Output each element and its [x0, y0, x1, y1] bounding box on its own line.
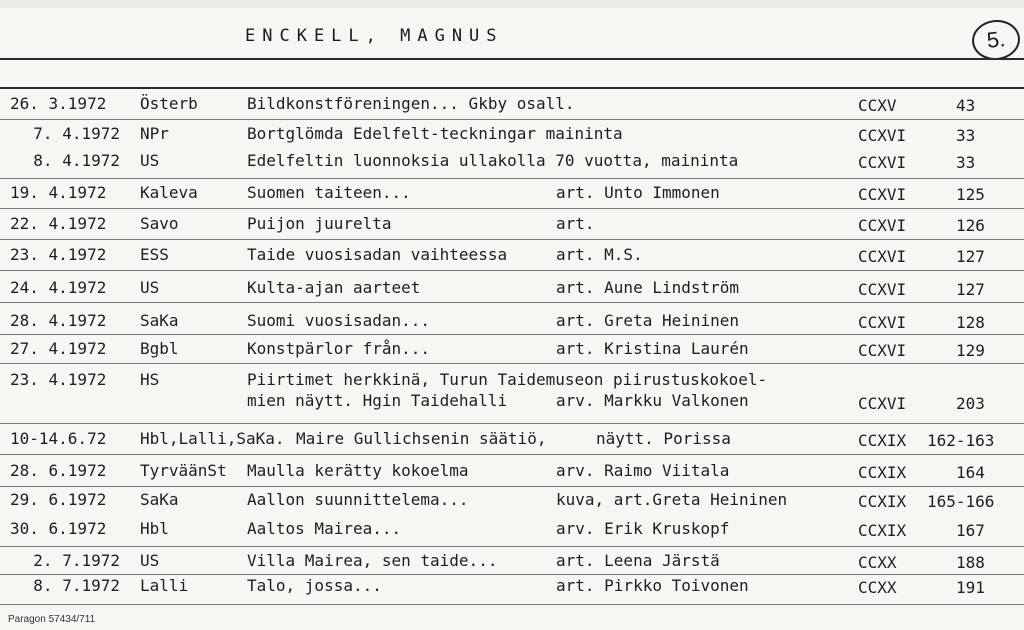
row-title-continuation: mien näytt. Hgin Taidehalli [247, 391, 508, 410]
row-credit: art. Pirkko Toivonen [556, 576, 749, 595]
row-source: US [140, 551, 160, 570]
row-source: SaKa [140, 311, 179, 330]
row-date: 28. 6.1972 [10, 461, 107, 480]
table-bottom-rule [0, 604, 1024, 605]
row-page: 203 [956, 394, 985, 413]
row-volume: CCXX [858, 578, 897, 597]
row-credit: art. Unto Immonen [556, 183, 720, 202]
row-volume: CCXIX [858, 521, 907, 540]
row-credit: art. Kristina Laurén [556, 339, 749, 358]
row-page: 33 [956, 126, 976, 145]
row-credit: näytt. Porissa [596, 429, 731, 448]
row-divider [0, 334, 1024, 335]
row-title: Villa Mairea, sen taide... [247, 551, 498, 570]
row-volume: CCXVI [858, 247, 907, 266]
row-date: 19. 4.1972 [10, 183, 107, 202]
row-page: 164 [956, 463, 985, 482]
row-divider [0, 302, 1024, 303]
row-title: Talo, jossa... [247, 576, 382, 595]
row-credit: arv. Markku Valkonen [556, 391, 749, 410]
row-title: Konstpärlor från... [247, 339, 431, 358]
row-date: 26. 3.1972 [10, 94, 107, 113]
row-title: Suomi vuosisadan... [247, 311, 431, 330]
row-volume: CCXVI [858, 394, 907, 413]
row-source: TyrväänSt [140, 461, 227, 480]
row-volume: CCXIX [858, 431, 907, 450]
row-page: 127 [956, 280, 985, 299]
row-page: 127 [956, 247, 985, 266]
row-divider [0, 239, 1024, 240]
row-page: 191 [956, 578, 985, 597]
row-page: 125 [956, 185, 985, 204]
row-credit: arv. Raimo Viitala [556, 461, 730, 480]
row-title: Edelfeltin luonnoksia ullakolla 70 vuotta, maininta [247, 151, 739, 170]
page-title: ENCKELL, MAGNUS [245, 26, 504, 46]
row-divider [0, 363, 1024, 364]
row-source: Hbl [140, 519, 169, 538]
row-divider [0, 423, 1024, 424]
row-title: Bildkonstföreningen... Gkby osall. [247, 94, 575, 113]
row-source: US [140, 278, 160, 297]
row-page: 188 [956, 553, 985, 572]
row-page: 162-163 [927, 431, 995, 450]
row-volume: CCXIX [858, 463, 907, 482]
row-volume: CCXIX [858, 492, 907, 511]
row-title: Puijon juurelta [247, 214, 392, 233]
row-date: 2. 7.1972 [33, 551, 120, 570]
row-credit: art. [556, 214, 595, 233]
row-date: 7. 4.1972 [33, 124, 120, 143]
row-credit: art. Leena Järstä [556, 551, 720, 570]
row-divider [0, 454, 1024, 455]
row-source: SaKa [140, 490, 179, 509]
row-date: 24. 4.1972 [10, 278, 107, 297]
row-volume: CCXVI [858, 341, 907, 360]
row-credit: art. M.S. [556, 245, 643, 264]
row-source: Bgbl [140, 339, 179, 358]
card-number-badge: 5. [970, 18, 1022, 63]
row-title: Piirtimet herkkinä, Turun Taidemuseon piirustuskokoel- [247, 370, 768, 389]
row-divider [0, 574, 1024, 575]
row-page: 167 [956, 521, 985, 540]
row-credit: kuva, art.Greta Heininen [556, 490, 788, 509]
row-source: Lalli [140, 576, 189, 595]
row-date: 30. 6.1972 [10, 519, 107, 538]
printer-imprint: Paragon 57434/711 [8, 614, 96, 625]
row-title: Taide vuosisadan vaihteessa [247, 245, 508, 264]
row-volume: CCXVI [858, 313, 907, 332]
row-credit: art. Greta Heininen [556, 311, 740, 330]
row-source: Österb [140, 94, 198, 113]
row-volume: CCXVI [858, 280, 907, 299]
row-divider [0, 178, 1024, 179]
row-credit: art. Aune Lindström [556, 278, 740, 297]
row-page: 165-166 [927, 492, 995, 511]
row-date: 10-14.6.72 [10, 429, 107, 448]
row-date: 23. 4.1972 [10, 370, 107, 389]
table-top-rule [0, 87, 1024, 89]
row-title: Maire Gullichsenin säätiö, [296, 429, 547, 448]
row-title: Aallon suunnittelema... [247, 490, 469, 509]
row-source: Kaleva [140, 183, 198, 202]
row-volume: CCXV [858, 96, 897, 115]
row-volume: CCXX [858, 553, 897, 572]
row-date: 28. 4.1972 [10, 311, 107, 330]
row-date: 23. 4.1972 [10, 245, 107, 264]
row-divider [0, 486, 1024, 487]
row-date: 29. 6.1972 [10, 490, 107, 509]
card-top-edge [0, 0, 1024, 8]
row-title: Suomen taiteen... [247, 183, 411, 202]
row-divider [0, 546, 1024, 547]
row-page: 126 [956, 216, 985, 235]
row-date: 8. 4.1972 [33, 151, 120, 170]
row-source: Hbl,Lalli,SaKa. [140, 429, 285, 448]
row-source: NPr [140, 124, 169, 143]
row-title: Maulla kerätty kokoelma [247, 461, 469, 480]
row-divider [0, 270, 1024, 271]
row-date: 22. 4.1972 [10, 214, 107, 233]
row-page: 43 [956, 96, 976, 115]
row-date: 8. 7.1972 [33, 576, 120, 595]
row-volume: CCXVI [858, 126, 907, 145]
row-credit: arv. Erik Kruskopf [556, 519, 730, 538]
row-volume: CCXVI [858, 216, 907, 235]
row-source: US [140, 151, 160, 170]
row-page: 33 [956, 153, 976, 172]
header-rule [0, 58, 1024, 60]
row-page: 128 [956, 313, 985, 332]
row-volume: CCXVI [858, 185, 907, 204]
row-divider [0, 119, 1024, 120]
row-source: Savo [140, 214, 179, 233]
row-title: Kulta-ajan aarteet [247, 278, 421, 297]
row-title: Bortglömda Edelfelt-teckningar maininta [247, 124, 623, 143]
row-divider [0, 208, 1024, 209]
row-volume: CCXVI [858, 153, 907, 172]
row-source: ESS [140, 245, 169, 264]
row-page: 129 [956, 341, 985, 360]
row-source: HS [140, 370, 160, 389]
row-title: Aaltos Mairea... [247, 519, 402, 538]
row-date: 27. 4.1972 [10, 339, 107, 358]
